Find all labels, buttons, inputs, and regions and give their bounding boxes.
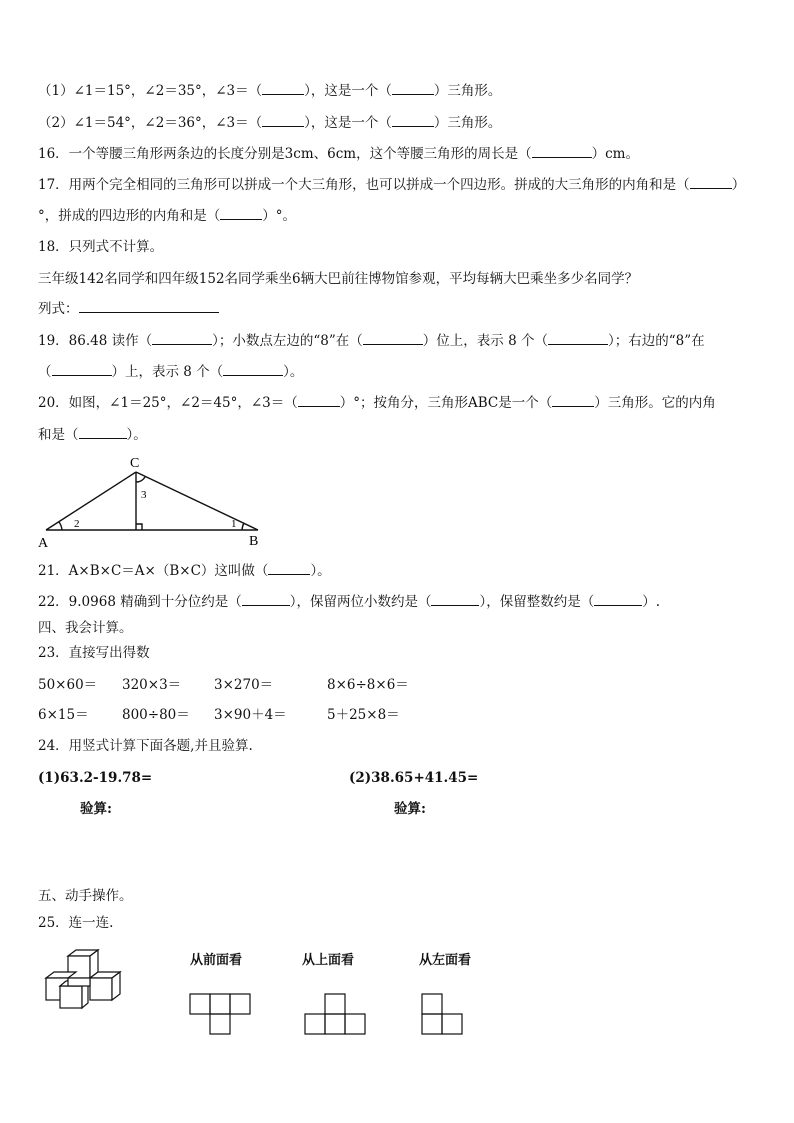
- calc-item: 3×90＋4＝: [214, 707, 287, 723]
- q17-line2-suffix: ）°。: [262, 208, 296, 224]
- answer-blank[interactable]: [594, 592, 642, 606]
- q19-line1-a: 19．86.48 读作（: [38, 333, 153, 349]
- q22-d: ）.: [642, 594, 661, 610]
- q22-b: ），保留两位小数约是（: [289, 594, 432, 610]
- label-b: B: [249, 534, 259, 549]
- side-cb: [136, 472, 258, 530]
- answer-blank[interactable]: [242, 592, 290, 606]
- q18-formula-label: 列式：: [38, 301, 79, 317]
- answer-blank[interactable]: [431, 592, 479, 606]
- q20-line1: [38, 393, 716, 413]
- answer-blank[interactable]: [552, 393, 594, 407]
- answer-blank[interactable]: [223, 362, 283, 376]
- calc-item: 5＋25×8＝: [327, 707, 400, 723]
- angle-1-arc: [242, 523, 244, 530]
- q19-line1-b: ）；小数点左边的“8”在（: [212, 333, 363, 349]
- view-shape-1[interactable]: [189, 993, 253, 1035]
- q15-part1-prefix: （1）∠1＝15°，∠2＝35°，∠3＝（: [38, 83, 263, 99]
- q20-line1-c: ）三角形。它的内角: [594, 395, 716, 411]
- q23-title: 23．直接写出得数: [38, 645, 150, 661]
- label-c: C: [130, 456, 140, 471]
- q19-line2-a: （: [38, 364, 52, 380]
- q15-part1-mid: ），这是一个（: [304, 83, 392, 99]
- q19-line1-c: ）位上，表示 8 个（: [422, 333, 548, 349]
- q15-part2-prefix: （2）∠1＝54°，∠2＝36°，∠3＝（: [38, 115, 263, 131]
- q18-formula: [38, 299, 219, 319]
- answer-blank[interactable]: [548, 331, 608, 345]
- answer-blank[interactable]: [268, 561, 310, 575]
- q18-title: 18．只列式不计算。: [38, 239, 164, 255]
- view-top-label: 从上面看: [302, 953, 355, 968]
- q19-line2-c: ）。: [283, 364, 304, 380]
- cube-stack-figure: [40, 948, 140, 1018]
- view-left-label: 从左面看: [419, 953, 472, 968]
- q17-line1-suffix: ）: [731, 177, 746, 193]
- answer-blank[interactable]: [363, 331, 423, 345]
- q16-suffix: ）cm。: [591, 146, 639, 162]
- q19-line1: [38, 331, 705, 351]
- q24-title: 24．用竖式计算下面各题,并且验算.: [38, 738, 253, 754]
- angle-2-label: 2: [74, 518, 80, 530]
- q15-part2-suffix: ）三角形。: [433, 115, 502, 131]
- q16: [38, 144, 639, 164]
- q21-suffix: ）。: [310, 563, 331, 579]
- answer-blank[interactable]: [79, 425, 127, 439]
- q25-title: 25．连一连.: [38, 915, 114, 931]
- angle-3-label: 3: [141, 489, 147, 501]
- q24-check2: 验算:: [394, 801, 426, 817]
- q17-line1-prefix: 17．用两个完全相同的三角形可以拼成一个大三角形，也可以拼成一个四边形。拼成的大三角形的内角和是（: [38, 177, 690, 193]
- q17-line2: [38, 206, 296, 226]
- q19-line2: [38, 362, 303, 382]
- calc-item: 3×270＝: [214, 677, 274, 693]
- side-ac: [46, 472, 136, 530]
- calc-item: 50×60＝: [38, 677, 98, 693]
- q20-line1-b: ）°；按角分，三角形ABC是一个（: [339, 395, 553, 411]
- q19-line2-b: ）上，表示 8 个（: [111, 364, 224, 380]
- q22-a: 22．9.0968 精确到十分位约是（: [38, 594, 242, 610]
- angle-2-arc: [59, 522, 62, 530]
- q24-item1: (1)63.2-19.78=: [38, 770, 153, 786]
- q24-item2: (2)38.65+41.45=: [349, 770, 479, 786]
- view-shape-3[interactable]: [421, 993, 465, 1035]
- q20-line1-a: 20．如图，∠1＝25°，∠2＝45°，∠3＝（: [38, 395, 298, 411]
- q19-line1-d: ）；右边的“8”在: [607, 333, 705, 349]
- view-shape-2[interactable]: [304, 993, 368, 1035]
- q21-prefix: 21．A×B×C＝A×（B×C）这叫做（: [38, 563, 269, 579]
- section5-title: 五、动手操作。: [38, 888, 133, 904]
- q15-part1: [38, 81, 501, 101]
- q16-prefix: 16．一个等腰三角形两条边的长度分别是3cm、6cm，这个等腰三角形的周长是（: [38, 146, 532, 162]
- answer-blank[interactable]: [262, 113, 304, 127]
- q17-line2-prefix: °，拼成的四边形的内角和是（: [38, 208, 221, 224]
- q17-line1: [38, 175, 745, 195]
- calc-item: 6×15＝: [38, 707, 89, 723]
- label-a: A: [38, 536, 49, 551]
- answer-blank[interactable]: [392, 113, 434, 127]
- formula-blank[interactable]: [79, 299, 219, 313]
- q20-line2-a: 和是（: [38, 427, 79, 443]
- answer-blank[interactable]: [262, 81, 304, 95]
- view-front-label: 从前面看: [190, 953, 243, 968]
- q15-part1-suffix: ）三角形。: [433, 83, 502, 99]
- answer-blank[interactable]: [220, 206, 262, 220]
- q24-check1: 验算:: [80, 801, 112, 817]
- q22: [38, 592, 660, 612]
- answer-blank[interactable]: [298, 393, 340, 407]
- q15-part2: [38, 113, 501, 133]
- angle-3-arc: [136, 477, 145, 482]
- q15-part2-mid: ），这是一个（: [304, 115, 392, 131]
- q21: [38, 561, 331, 581]
- answer-blank[interactable]: [152, 331, 212, 345]
- answer-blank[interactable]: [690, 175, 732, 189]
- angle-1-label: 1: [231, 518, 237, 530]
- answer-blank[interactable]: [532, 144, 592, 158]
- calc-item: 320×3＝: [122, 677, 182, 693]
- calc-item: 800÷80＝: [122, 707, 190, 723]
- answer-blank[interactable]: [392, 81, 434, 95]
- answer-blank[interactable]: [52, 362, 112, 376]
- section4-title: 四、我会计算。: [38, 620, 133, 636]
- q20-line2: [38, 425, 147, 445]
- q22-c: ），保留整数约是（: [479, 594, 595, 610]
- q20-line2-b: ）。: [126, 427, 147, 443]
- q18-problem: 三年级142名同学和四年级152名同学乘坐6辆大巴前往博物馆参观，平均每辆大巴乘坐多少名同学？: [38, 271, 639, 287]
- calc-item: 8×6÷8×6＝: [327, 677, 409, 693]
- right-angle-mark: [136, 524, 142, 530]
- triangle-abc-figure: [38, 452, 268, 552]
